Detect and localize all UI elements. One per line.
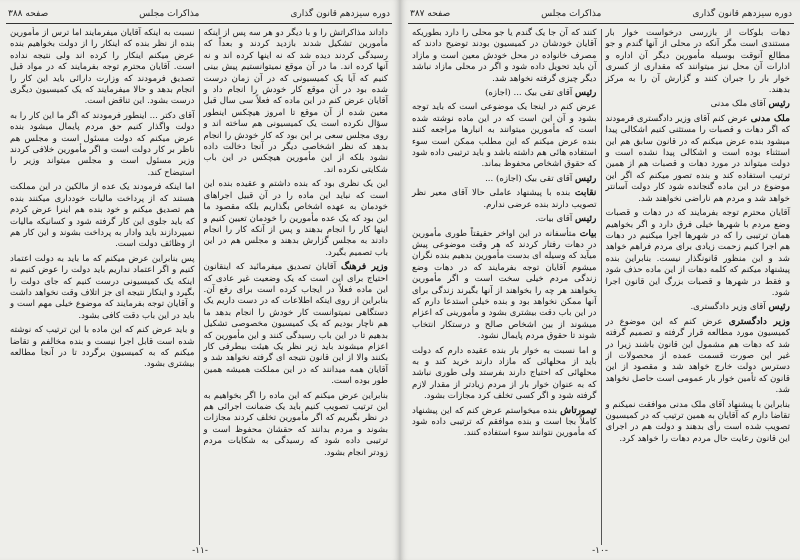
page-number-label: صفحه ۳۸۸ [8, 8, 49, 19]
speaker-name: رئیس [575, 213, 597, 225]
page-header [408, 6, 794, 24]
right-column [200, 27, 393, 547]
page-footer-number: -۱۰- [592, 546, 608, 556]
paragraph: تیمورتاش بنده میخواستم عرض کنم که این پیشنهاد کاملاً بجا است و بنده موافقم که ترتیبی داده شود که مأمورین نتوانند سوء استفاده کنند. [412, 404, 597, 439]
speaker-name: رئیس [768, 98, 790, 110]
paragraph: اما اینکه فرمودند یک عده از مالکین در این مملکت هستند که از پرداخت مالیات خودداری میکنند بنده هم تصدیق میکنم و خود بنده هم اینرا عرض کردم که باید جلوی این کار گرفته شود و کسانیکه مالیات نمیپردازند باید وادار به پرداخت بشوند و این کار هم از وظائف دولت است. [10, 182, 195, 250]
paragraph: بیات متأسفانه در این اواخر حقیقتاً طوری مأمورین در دهات رفتار کردند که هر وقت موضوعی پیش میآید که وسیله ای بدست مأمورین بدهیم بنده نگران میشوم آقایان توجه بفرمایند که در دهات وضع زندگی مردم خیلی سخت است و اگر مأمورین بخواهند هر چه را بخواهند از آنها بگیرند زندگی برای آنها ممکن نخواهد بود و بنده خیلی استدعا دارم که در این باب دقت بیشتری بشود و مأمورینی که اعزام میشوند از بین اشخاص صالح و درستکار انتخاب شوند تا حقوق مردم پایمال نشود. [412, 227, 597, 342]
speaker-name: نقابت [574, 187, 597, 199]
speaker-name: رئیس [768, 301, 790, 313]
speaker-name: رئیس [575, 172, 597, 184]
paragraph: کنند که آن جا یک گندم یا جو محلی را دارد بطوریکه آقایان خودشان در کمیسیون بودند توضیح دادند که مصرف خانواده در محل خودش معین است و مازاد آن باید تحویل داده شود و اگر در محلی مازاد نباشد دیگر چیزی گرفته نخواهد شد. [412, 28, 597, 84]
paragraph: رئیس آقای بیات. [535, 213, 597, 225]
paragraph: و باید عرض کنم که این ماده با این ترتیب که نوشته شده است قابل اجرا نیست و بنده مخالفم و تقاضا میکنم که به کمیسیون برگردد تا در آنجا مطالعه بیشتری بشود. [10, 325, 195, 370]
paragraph: پس بنابراین عرض میکنم که ما باید به دولت اعتماد کنیم و اگر اعتماد نداریم باید دولت را عوض کنیم نه اینکه یک کمیسیونی درست کنیم که جای دولت را بگیرد و اینکار نتیجه ای جز اتلاف وقت نخواهد داشت و آقایان توجه بفرمایند که موضوع خیلی مهم است و باید در این باب دقت کافی بشود. [10, 253, 195, 321]
paragraph: بنابراین عرض میکنم که این ماده را اگر بخواهیم به این ترتیب تصویب کنیم باید یک ضمانت اجرائی هم در نظر بگیریم که اگر مأمورین تخلف کردند مجازات بشوند و مردم بدانند که حقشان محفوظ است و ترتیبی داده شود که رسیدگی به شکایات مردم زودتر انجام بشود. [203, 390, 388, 458]
paragraph: رئیس آقای ملک مدنی [710, 98, 790, 110]
page-footer-number: -۱۱- [192, 546, 208, 556]
speaker-name: وزیر فرهنگ [340, 261, 388, 273]
right-column [602, 27, 795, 547]
paragraph: این یک نظری بود که بنده داشتم و عقیده بنده این است که نباید این ماده را در آن قبیل اجراهای خودمان به عهده اشخاص بگذاریم بلکه مقصود ما این بود که یک عده مأمورین را خودمان تعیین کنیم و اینها کار را انجام بدهند و پس از آنکه کار را انجام دادند به مجلس گزارش بدهند و مجلس هم در این باب تصمیم بگیرد. [203, 179, 388, 258]
paragraph: داداند مذاکراتش را و با دیگر دو هر سه پس از اینکه مأمورین تشکیل شدند بازدید کردند و بعداً که رسیدگی کردند دیده شد که نه اینها کرده اند و نه آنها کرده اند. ما در آن موقع نمیتوانستیم پیش بینی کنیم که آیا یک کمیسیونی که در آن زمان درست شده بود در آن موقع کار خودش را انجام داد و آقایان عرض کنم در این ماده که فعلاً سی سال قبل معین شده از آن موقع تا امروز هیچکس اینطور سؤال نکرده است یک کمیسیونی هم ساخته اند و روی مجلس سعی بر این بود که کار خودش را انجام بدهد که نظر اشخاصی دیگر در آنجا دخالت داده نشود بلکه از این مأمورین هیچکس در این باب شکایتی نکرده اند. [203, 28, 388, 175]
speaker-name: ملک مدنی [750, 112, 791, 124]
paragraph: وزیر فرهنگ آقایان تصدیق میفرمائید که اینقانون احتیاج برای این است که یک وضعیت غیر عادی که این ماده فعلاً در ایجاب کرده است برای رفع آن. بنابراین از روی اینکه اطلاعات که در دست داریم یک دستگاهی نمیتوانست کار خودش را انجام بدهد ما هم ناچار بودیم که یک کمیسیون مخصوصی تشکیل بدهیم تا در این باب رسیدگی کنند و این مأمورین که اعزام میشوند باید زیر نظر یک هیئت بیطرفی کار بکنند والا از این قانون نتیجه ای گرفته نخواهد شد و آقایان همه میدانند که در این مملکت همیشه همین طور بوده است. [203, 261, 388, 387]
paragraph: عرض کنم در اینجا یک موضوعی است که باید توجه بشود و آن این است که در این ماده نوشته شده است که مأمورین میتوانند به انبارها مراجعه کنند بنده عرض میکنم که این مطلب ممکن است سوء استفاده هائی هم داشته باشد و باید ترتیبی داده شود که حقوق اشخاص محفوظ بماند. [412, 102, 597, 170]
paragraph: ملک مدنی عرض کنم آقای وزیر دادگستری فرمودند که اگر دهات و قصبات را مستثنی کنیم اشکالی پیدا میشود بنده عرض میکنم که در قانون سابق هم این استثناء بوده است و اشکالی پیدا نشده است و دولت میتواند در مورد دهات و قصبات هم از همین ترتیب استفاده کند و بنده تصور میکنم که اگر این موضوع در این ماده گنجانده شود کار دولت آسانتر خواهد شد و مردم هم ناراضی نخواهند شد. [605, 112, 791, 204]
page-number-label: صفحه ۳۸۷ [410, 8, 451, 19]
column-divider [601, 29, 602, 545]
left-column [6, 27, 199, 547]
paragraph: نقابت بنده با پیشنهاد عاملی حالا آقای معیر نظر تصویب دارند بنده عرضی ندارم. [412, 187, 597, 210]
text-columns [6, 27, 392, 547]
text-columns [408, 27, 794, 547]
paragraph: بنابراین با پیشنهاد آقای ملک مدنی موافقت نمیکنم و تقاضا دارم که آقایان به همین ترتیب که در کمیسیون تصویب شده است رأی بدهند و دولت هم در اجرای این قانون رعایت حال مردم دهات را خواهد کرد. [605, 399, 790, 444]
assembly-title: مذاکرات مجلس [139, 8, 200, 19]
speaker-name: رئیس [575, 87, 597, 99]
column-divider [199, 29, 200, 545]
page-header [6, 6, 392, 24]
speaker-name: وزیر دادگستری [728, 315, 791, 327]
speaker-name: تیمورتاش [560, 404, 597, 416]
paragraph: و اما نسبت به خوار بار بنده عقیده دارم که دولت باید از محلهائی که مازاد دارند خرید کند و به محلهائی که احتیاج دارند بفرستد ولی طوری نباشد که به عنوان خوار بار از مردم زیادتر از مقدار لازم گرفته شود و اگر کسی تخلف کرد مجازات بشود. [412, 345, 597, 402]
paragraph: آقای دکتر ... اینطور فرمودند که اگر ما این کار را به دولت واگذار کنیم حق مردم پایمال میشود بنده عرض میکنم که دولت مسئول است و مجلس هم ناظر بر کار دولت است و اگر مأمورین خلافی کردند وزیر مسئول است و مجلس میتواند وزیر را استیضاح کند. [10, 110, 195, 178]
paragraph: رئیس آقای تقی بیک (اجازه) ... [485, 172, 597, 184]
assembly-title: مذاکرات مجلس [541, 8, 602, 19]
paragraph: رئیس آقای تقی بیک ... (اجازه) [485, 87, 597, 99]
speaker-name: بیات [579, 227, 597, 239]
paragraph: رئیس آقای وزیر دادگستری. [690, 301, 790, 313]
paragraph: نسبت به اینکه آقایان میفرمایند اما ترس از مأمورین بنده از نظر بنده که اینکار را از دولت بخواهیم بنده عرض میکنم اینکار را کرده اند ولی نتیجه نداده است. آقایان محترم توجه بفرمایند که در مواد قبل تصدیق فرمودند که وزارت دارائی باید این کار را انجام بدهد و حالا میفرمایند که یک کمیسیون دیگری درست بشود. این تناقض است. [10, 28, 195, 107]
left-column [408, 27, 601, 547]
paragraph: دهات بلوکات از بازرسی درخواست خوار بار مستندی است مگر آنکه در محلی از آنها گندم و جو مطالع آنوقت بوسیله مأمورین دیگر آن اداره و ادارات آن محل نیز میتوانند که مقداری از کسری خوار بار را جبران کنند و گزارش آن را به مرکز بدهند. [605, 28, 790, 96]
session-title: دوره سیزدهم قانون گذاری [692, 8, 792, 19]
session-title: دوره سیزدهم قانون گذاری [290, 8, 390, 19]
paragraph: آقایان محترم توجه بفرمایند که در دهات و قصبات وضع مردم با شهرها خیلی فرق دارد و اگر بخواهیم همان ترتیبی را که در شهرها اجرا میکنیم در دهات هم اجرا کنیم زحمت زیادی برای مردم فراهم خواهد شد و این منظور قانونگذار نیست. بنابراین بنده پیشنهاد میکنم که کلمه دهات از این ماده حذف شود و فقط در شهرها و قصبات بزرگ این قانون اجرا شود. [605, 208, 790, 298]
paragraph: وزیر دادگستری عرض کنم که این موضوع در کمیسیون مورد مطالعه قرار گرفته و تصمیم گرفته شد که دهات هم مشمول این قانون باشند زیرا در غیر این صورت قسمت عمده از محصولات از دسترس دولت خارج خواهد شد و مقصود از این قانون که تأمین خوار بار عمومی است حاصل نخواهد شد. [605, 315, 791, 396]
right-page [400, 0, 800, 560]
